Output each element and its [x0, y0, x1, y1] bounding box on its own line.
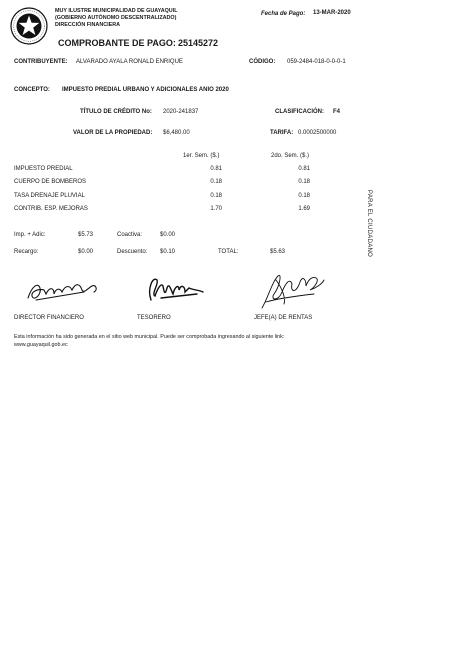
tesorero-signature — [141, 270, 207, 306]
recargo-value: $0.00 — [78, 249, 94, 255]
table-cell-sem1: 0.81 — [210, 166, 222, 172]
director-signature — [24, 276, 104, 306]
total-label: TOTAL: — [218, 249, 239, 255]
contribuyente-label: CONTRIBUYENTE: — [14, 59, 68, 65]
receipt-number: 25145272 — [178, 38, 219, 48]
fecha-value: 13-MAR-2020 — [313, 10, 351, 16]
imp-adic-label: Imp. + Adic: — [14, 232, 46, 238]
table-cell-sem2: 0.18 — [298, 179, 310, 185]
signature-label-jefe: JEFE(A) DE RENTAS — [254, 315, 313, 321]
table-cell-sem1: 0.18 — [210, 179, 222, 185]
coactiva-label: Coactiva: — [117, 232, 143, 238]
titulo-credito-value: 2020-241837 — [163, 109, 199, 115]
clasificacion-label: CLASIFICACIÓN: — [275, 109, 324, 115]
jefe-rentas-signature — [256, 268, 328, 312]
table-row-label: IMPUESTO PREDIAL — [14, 166, 73, 172]
descuento-value: $0.10 — [160, 249, 176, 255]
codigo-value: 059-2484-018-0-0-0-1 — [287, 59, 346, 65]
codigo-label: CÓDIGO: — [249, 59, 276, 65]
col-header-sem1: 1er. Sem. ($.) — [183, 153, 220, 159]
valor-propiedad-label: VALOR DE LA PROPIEDAD: — [73, 130, 153, 136]
valor-propiedad-value: $6,480.00 — [163, 130, 190, 136]
footer-note: Esta información ha sido generada en el sitio web municipal. Puede ser comprobada ingresando al siguiente link: — [14, 334, 285, 340]
fecha-label: Fecha de Pago: — [261, 11, 306, 17]
concepto-value: IMPUESTO PREDIAL URBANO Y ADICIONALES ANIO 2020 — [62, 87, 229, 93]
table-row-label: CONTRIB. ESP. MEJORAS — [14, 206, 88, 212]
tarifa-value: 0.0002500000 — [298, 130, 337, 136]
org-subtitle: (GOBIERNO AUTÓNOMO DESCENTRALIZADO) — [55, 15, 177, 21]
concepto-label: CONCEPTO: — [14, 87, 50, 93]
side-label: PARA EL CIUDADANO — [366, 190, 372, 258]
col-header-sem2: 2do. Sem. ($.) — [271, 153, 310, 159]
recargo-label: Recargo: — [14, 249, 39, 255]
table-cell-sem2: 0.81 — [298, 166, 310, 172]
footer-link[interactable]: www.guayaquil.gob.ec — [14, 342, 68, 348]
table-row-label: CUERPO DE BOMBEROS — [14, 179, 87, 185]
org-name: MUY ILUSTRE MUNICIPALIDAD DE GUAYAQUIL — [55, 8, 178, 14]
table-row-label: TASA DRENAJE PLUVIAL — [14, 193, 85, 199]
coactiva-value: $0.00 — [160, 232, 176, 238]
receipt-title: COMPROBANTE DE PAGO: — [58, 38, 176, 48]
table-cell-sem2: 0.18 — [298, 193, 310, 199]
contribuyente-value: ALVARADO AYALA RONALD ENRIQUE — [76, 59, 183, 65]
star-seal-icon — [10, 7, 48, 45]
org-department: DIRECCIÓN FINANCIERA — [55, 22, 120, 28]
signature-label-tesorero: TESORERO — [137, 315, 171, 321]
table-cell-sem1: 0.18 — [210, 193, 222, 199]
table-cell-sem2: 1.69 — [298, 206, 310, 212]
table-cell-sem1: 1.70 — [210, 206, 222, 212]
signature-label-director: DIRECTOR FINANCIERO — [14, 315, 84, 321]
total-value: $5.63 — [270, 249, 286, 255]
tarifa-label: TARIFA: — [270, 130, 294, 136]
imp-adic-value: $5.73 — [78, 232, 94, 238]
descuento-label: Descuento: — [117, 249, 148, 255]
clasificacion-value: F4 — [333, 109, 341, 115]
titulo-credito-label: TÍTULO DE CRÉDITO No: — [80, 109, 152, 115]
